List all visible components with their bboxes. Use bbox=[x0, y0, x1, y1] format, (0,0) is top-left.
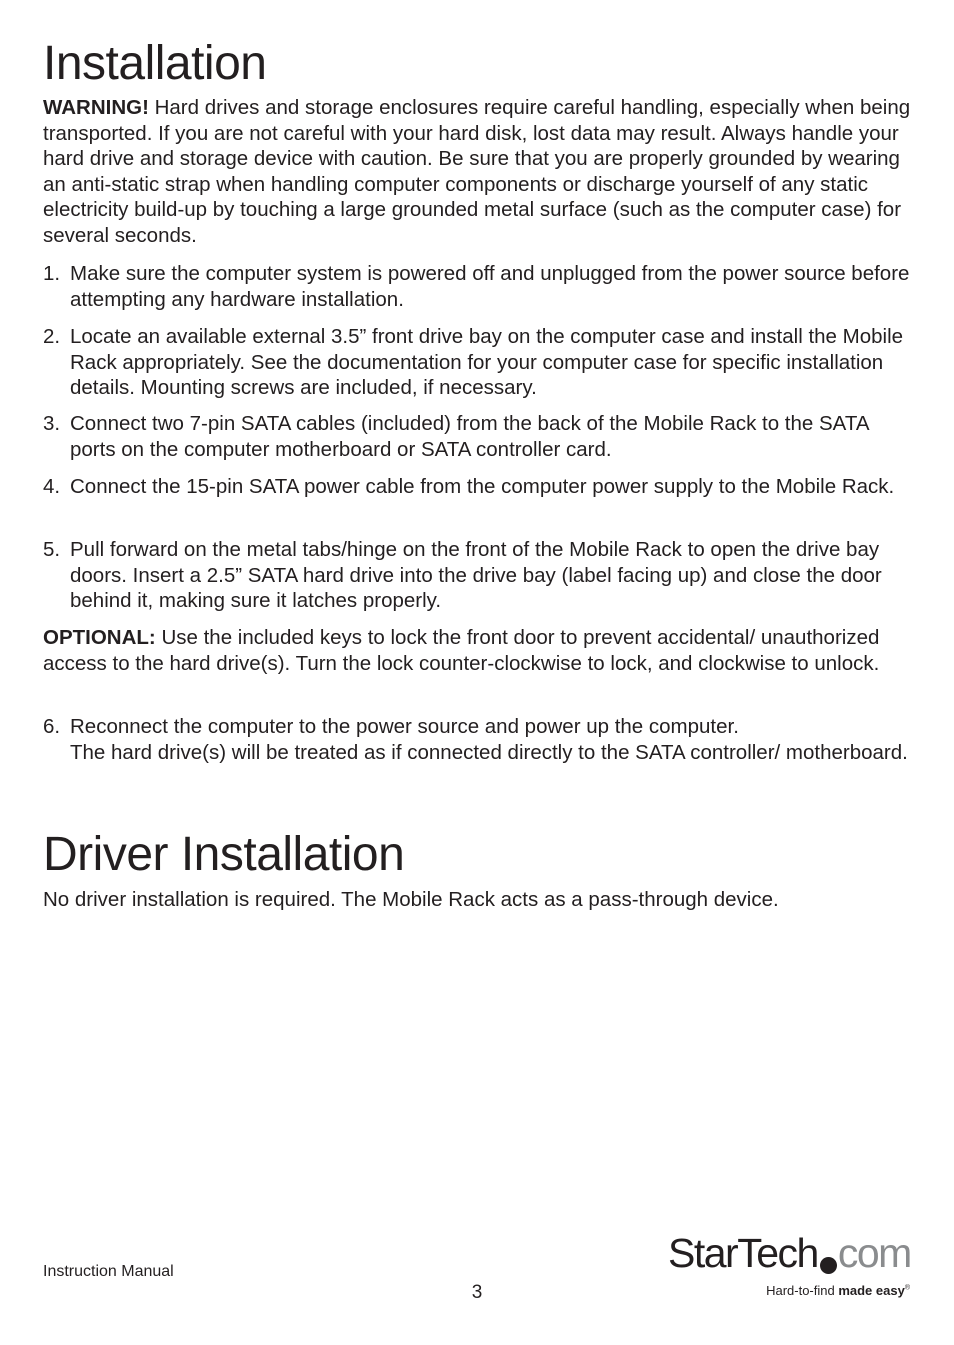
step-text: Locate an available external 3.5” front drive bay on the computer case and install the Mobile Rack appropriately. See the documentation for your computer case for specific installation details. Mounting screws are included, if necessary. bbox=[70, 325, 904, 400]
step-6-line-1: Reconnect the computer to the power source and power up the computer. bbox=[70, 715, 739, 738]
warning-paragraph bbox=[43, 95, 913, 249]
optional-paragraph bbox=[43, 625, 913, 676]
driver-installation-heading: Driver Installation bbox=[43, 828, 405, 881]
step-text: Make sure the computer system is powered off and unplugged from the power source before attempting any hardware installation. bbox=[70, 262, 910, 311]
step-number: 4. bbox=[43, 475, 61, 498]
logo-wordmark bbox=[668, 1230, 911, 1276]
step-3 bbox=[43, 411, 913, 462]
logo-tagline bbox=[766, 1283, 910, 1298]
step-number: 5. bbox=[43, 538, 61, 561]
step-number: 2. bbox=[43, 325, 61, 348]
step-5 bbox=[43, 537, 913, 614]
step-number: 6. bbox=[43, 715, 61, 738]
step-6-line-2: The hard drive(s) will be treated as if connected directly to the SATA controller/ motherboard. bbox=[70, 740, 908, 764]
startech-logo bbox=[668, 1230, 914, 1305]
step-text bbox=[70, 714, 913, 765]
logo-tag-plain: Hard-to-find bbox=[766, 1283, 839, 1298]
step-6 bbox=[43, 714, 913, 765]
optional-text: Use the included keys to lock the front door to prevent accidental/ unauthorized access to the hard drive(s). Turn the lock counter-clockwise to lock, and clockwise to unlock. bbox=[43, 626, 880, 675]
instruction-manual-label: Instruction Manual bbox=[43, 1263, 174, 1280]
logo-com-text: com bbox=[837, 1230, 911, 1276]
step-number: 1. bbox=[43, 262, 61, 285]
step-4 bbox=[43, 474, 913, 500]
page-number: 3 bbox=[471, 1282, 483, 1303]
installation-heading: Installation bbox=[43, 37, 267, 90]
step-text: Connect the 15-pin SATA power cable from the computer power supply to the Mobile Rack. bbox=[70, 475, 895, 498]
step-2 bbox=[43, 324, 913, 401]
logo-main-text: StarTech bbox=[668, 1230, 818, 1276]
logo-tag-bold: made easy bbox=[838, 1283, 905, 1298]
step-text: Connect two 7-pin SATA cables (included) from the back of the Mobile Rack to the SATA ports on the computer motherboard or SATA controller card. bbox=[70, 412, 869, 461]
warning-text: Hard drives and storage enclosures require careful handling, especially when being transported. If you are not careful with your hard disk, lost data may result. Always handle your hard drive and storage device with caution. Be sure that you are properly grounded by wearing an anti-static strap when handling computer components or discharge yourself of any static electricity build-up by touching a large grounded metal surface (such as the computer case) for several seconds. bbox=[43, 96, 911, 247]
warning-label: WARNING! bbox=[43, 96, 149, 119]
step-text: Pull forward on the metal tabs/hinge on the front of the Mobile Rack to open the drive bay doors. Insert a 2.5” SATA hard drive into the drive bay (label facing up) and close the door behind it, making sure it latches properly. bbox=[70, 538, 882, 613]
logo-dot-icon bbox=[818, 1230, 838, 1270]
step-1 bbox=[43, 261, 913, 312]
driver-paragraph: No driver installation is required. The Mobile Rack acts as a pass-through device. bbox=[43, 888, 779, 911]
step-number: 3. bbox=[43, 412, 61, 435]
optional-label: OPTIONAL: bbox=[43, 626, 156, 649]
registered-mark: ® bbox=[904, 1284, 910, 1292]
